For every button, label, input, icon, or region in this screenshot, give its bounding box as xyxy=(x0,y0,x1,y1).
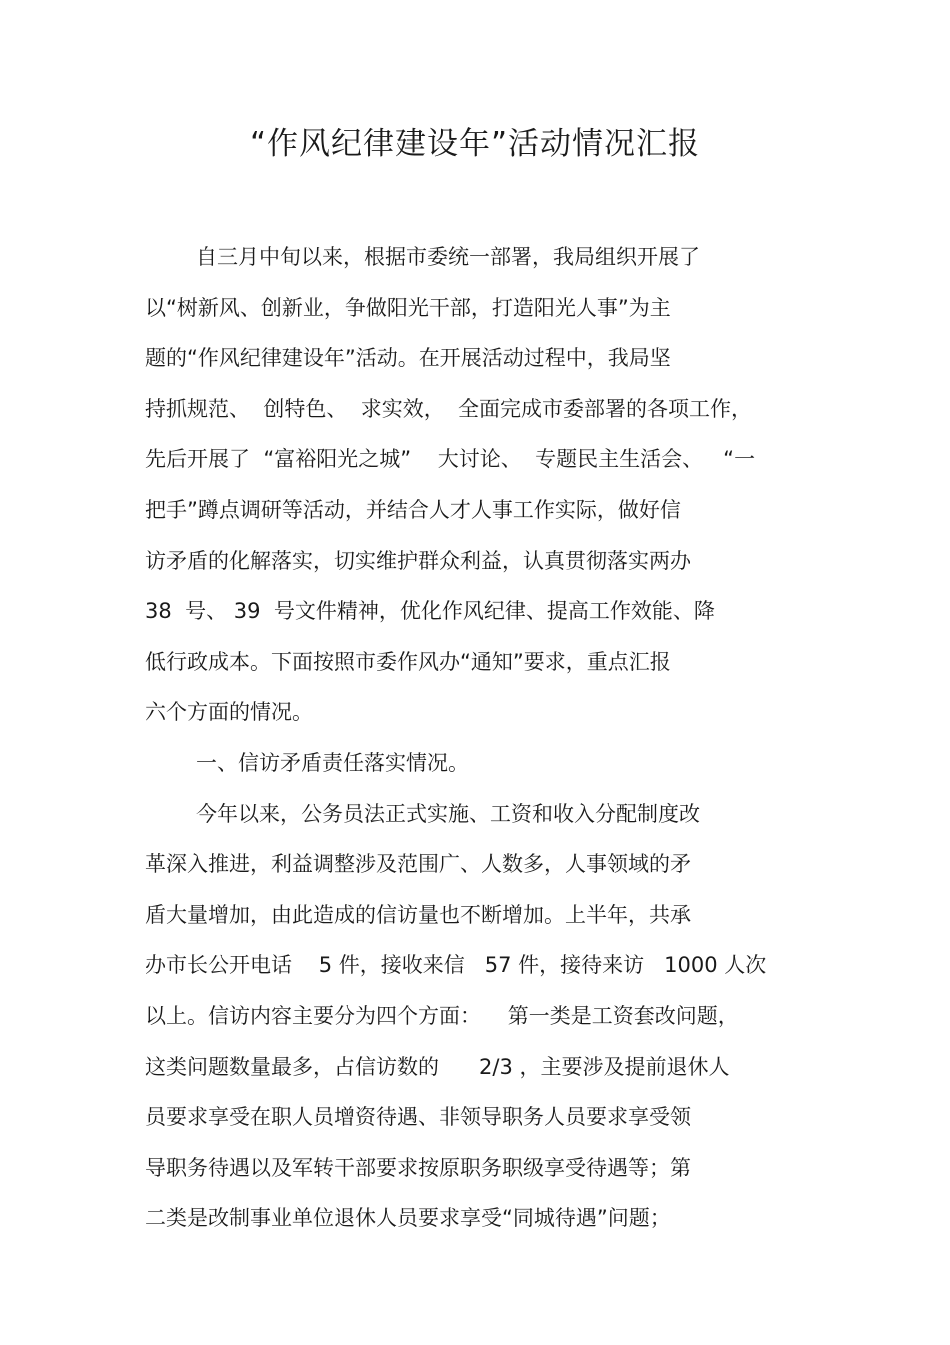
body-line: 员要求享受在职人员增资待遇、非领导职务人员要求享受领 xyxy=(145,1105,691,1130)
body-line: 低行政成本。下面按照市委作风办“通知”要求，重点汇报 xyxy=(145,649,671,674)
body-line: 办市长公开电话 5 件，接收来信 57 件，接待来访 1000 人次 xyxy=(145,953,767,978)
document-title: “作风纪律建设年”活动情况汇报 xyxy=(249,126,701,162)
body-line: 革深入推进，利益调整涉及范围广、人数多，人事领域的矛 xyxy=(145,852,691,877)
body-line: 自三月中旬以来，根据市委统一部署，我局组织开展了 xyxy=(196,245,700,269)
body-line: 这类问题数量最多，占信访数的 2/3 ，主要涉及提前退休人 xyxy=(145,1054,730,1079)
body-line: 题的“作风纪律建设年”活动。在开展活动过程中，我局坚 xyxy=(145,346,671,371)
body-line: 38 号、 39 号文件精神，优化作风纪律、提高工作效能、降 xyxy=(145,599,715,624)
body-line: 以“树新风、创新业，争做阳光干部，打造阳光人事”为主 xyxy=(145,295,671,320)
body-line: 盾大量增加，由此造成的信访量也不断增加。上半年，共承 xyxy=(145,902,691,927)
body-line: 先后开展了 “富裕阳光之城” 大讨论、 专题民主生活会、 “一 xyxy=(145,447,756,472)
document-body xyxy=(145,236,845,1248)
body-line: 六个方面的情况。 xyxy=(145,700,313,725)
body-line: 访矛盾的化解落实，切实维护群众利益，认真贯彻落实两办 xyxy=(145,548,691,573)
body-line: 一、信访矛盾责任落实情况。 xyxy=(196,750,469,775)
body-line: 今年以来，公务员法正式实施、工资和收入分配制度改 xyxy=(196,801,700,826)
body-line: 二类是改制事业单位退休人员要求享受“同城待遇”问题； xyxy=(145,1206,671,1231)
body-line: 持抓规范、 创特色、 求实效， 全面完成市委部署的各项工作， xyxy=(145,396,753,421)
body-line: 以上。信访内容主要分为四个方面： 第一类是工资套改问题， xyxy=(145,1003,739,1028)
body-line: 导职务待遇以及军转干部要求按原职务职级享受待遇等；第 xyxy=(145,1155,691,1180)
body-line: 把手”蹲点调研等活动，并结合人才人事工作实际，做好信 xyxy=(145,497,681,522)
